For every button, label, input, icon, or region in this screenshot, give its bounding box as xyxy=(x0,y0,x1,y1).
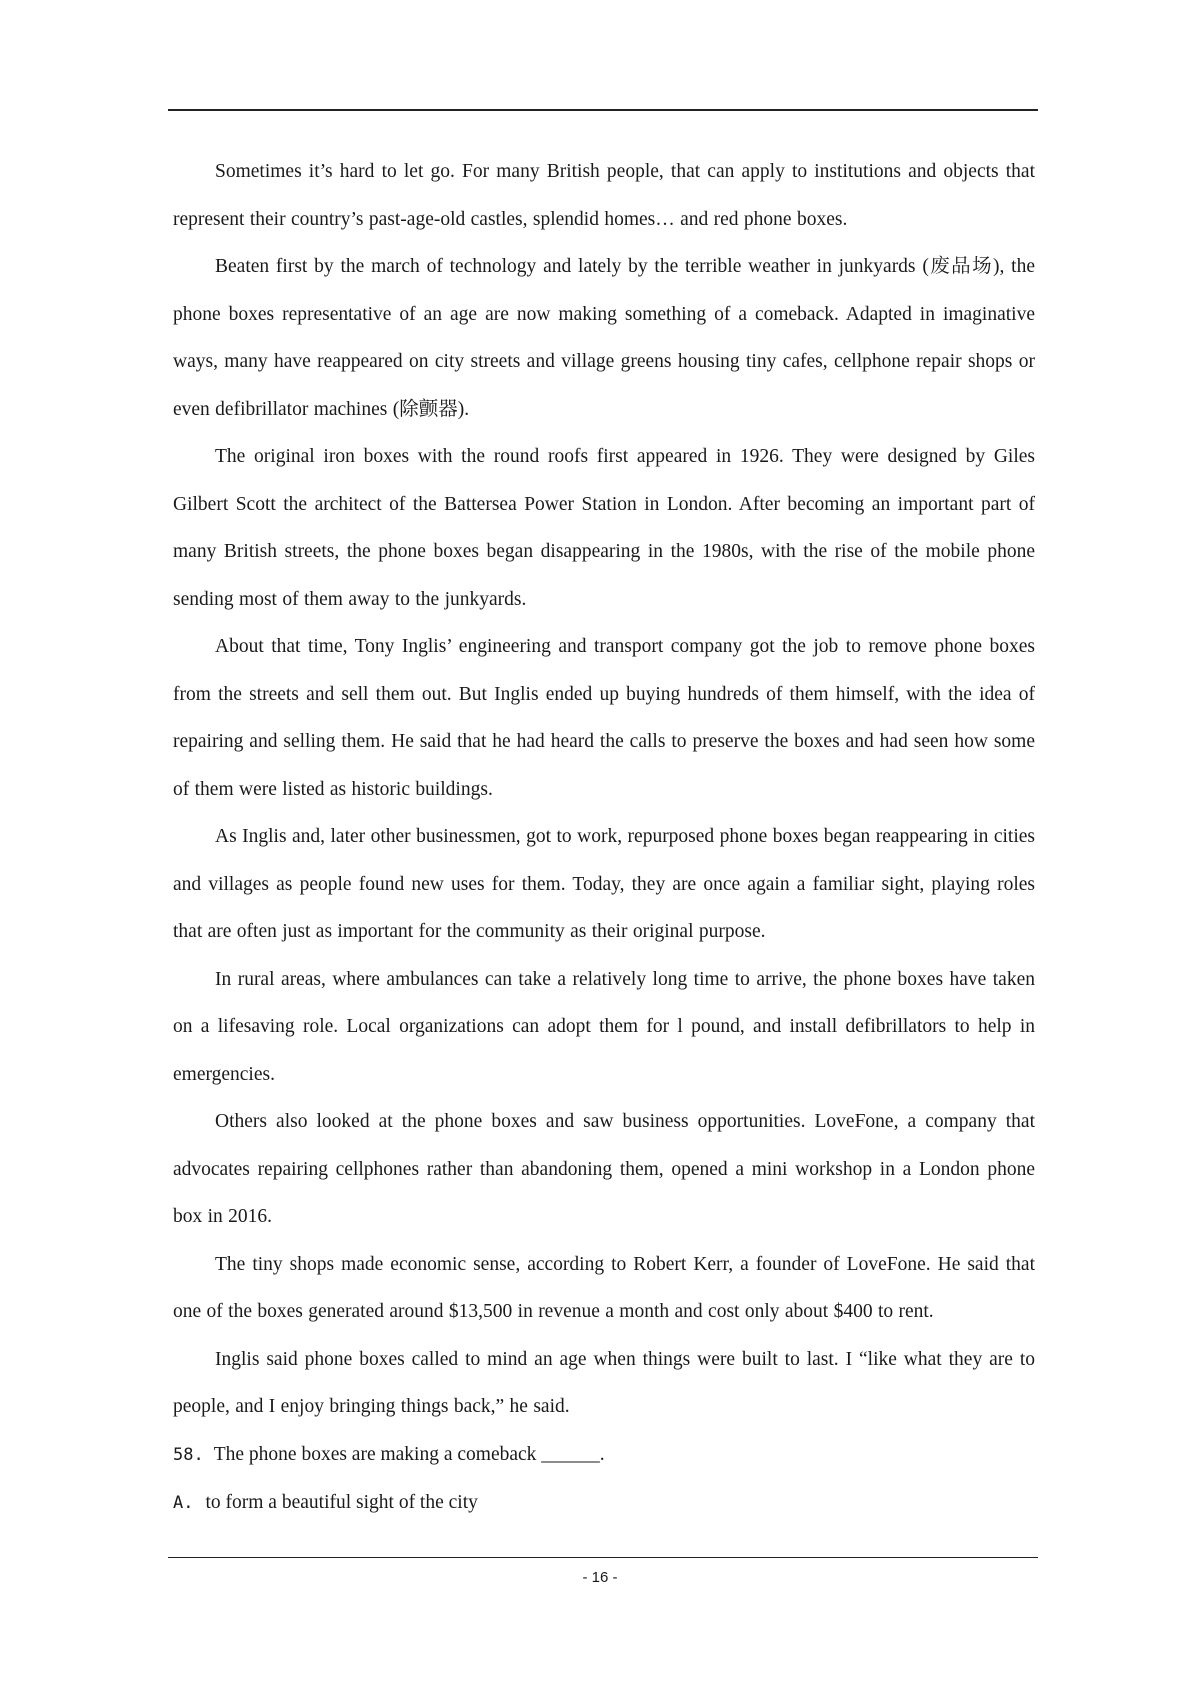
paragraph: In rural areas, where ambulances can take a relatively long time to arrive, the phone boxes have taken on a lifesaving role. Local organizations can adopt them for l pound, and install defibrillators to help in emergencies. xyxy=(173,968,1035,1085)
footer-rule xyxy=(168,1557,1038,1558)
paragraph: Others also looked at the phone boxes and saw business opportunities. LoveFone, a company that advocates repairing cellphones rather than abandoning them, opened a mini workshop in a London phone box in 2016. xyxy=(173,1111,1035,1227)
paragraph: The original iron boxes with the round roofs first appeared in 1926. They were designed by Giles Gilbert Scott the architect of the Battersea Power Station in London. After becoming an important part of many British streets, the phone boxes began disappearing in the 1980s, with the rise of the mobile phone sending most of them away to the junkyards. xyxy=(173,446,1035,610)
question-stem-line xyxy=(173,1431,1035,1480)
paragraph: About that time, Tony Inglis’ engineering and transport company got the job to remove phone boxes from the streets and sell them out. But Inglis ended up buying hundreds of them himself, with the idea of repairing and selling them. He said that he had heard the calls to preserve the boxes and had seen how some of them were listed as historic buildings. xyxy=(173,636,1035,800)
paragraph: As Inglis and, later other businessmen, got to work, repurposed phone boxes began reappearing in cities and villages as people found new uses for them. Today, they are once again a familiar sight, playing roles that are often just as important for the community as their original purpose. xyxy=(173,826,1035,942)
paragraph: Beaten first by the march of technology and lately by the terrible weather in junkyards (废品场), the phone boxes representative of an age are now making something of a comeback. Adapted in imaginative ways, many have reappeared on city streets and village greens housing tiny cafes, cellphone repair shops or even defibrillator machines (除颤器). xyxy=(173,256,1035,420)
option-letter: A. xyxy=(173,1493,194,1513)
page-number: - 16 - xyxy=(582,1569,618,1586)
paragraph: Sometimes it’s hard to let go. For many British people, that can apply to institutions and objects that represent their country’s past-age-old castles, splendid homes… and red phone boxes. xyxy=(173,161,1035,230)
option-text: to form a beautiful sight of the city xyxy=(205,1492,478,1513)
question-stem: The phone boxes are making a comeback ______. xyxy=(213,1443,605,1465)
document-body xyxy=(173,148,1035,1528)
paragraph: Inglis said phone boxes called to mind an age when things were built to last. I “like what they are to people, and I enjoy bringing things back,” he said. xyxy=(173,1348,1035,1417)
question-number: 58. xyxy=(173,1444,204,1465)
header-rule xyxy=(168,109,1038,111)
paragraph: The tiny shops made economic sense, according to Robert Kerr, a founder of LoveFone. He said that one of the boxes generated around $13,500 in revenue a month and cost only about $400 to rent. xyxy=(173,1253,1035,1322)
question-option xyxy=(173,1479,1035,1528)
